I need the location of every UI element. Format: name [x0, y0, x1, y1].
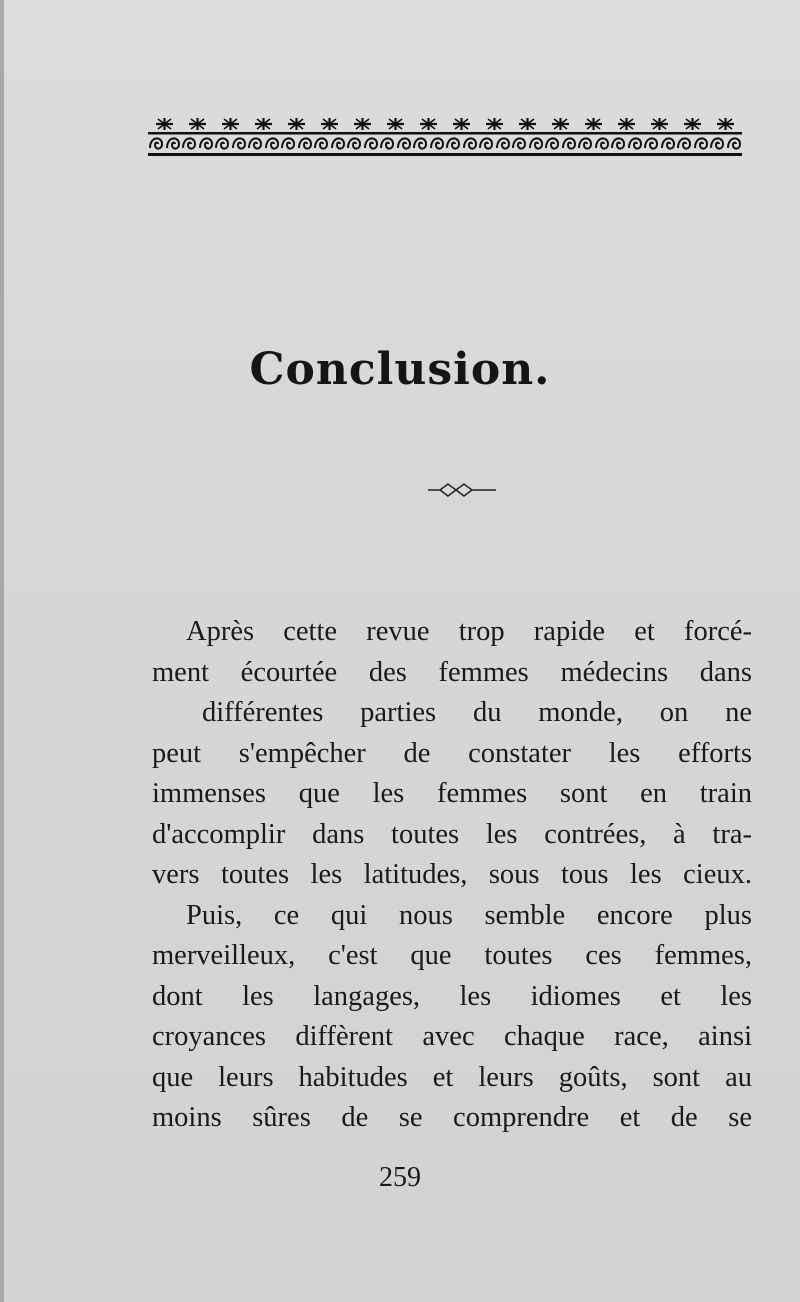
page-edge — [0, 0, 4, 1302]
chapter-title: Conclusion. — [249, 344, 551, 395]
text-line: ment écourtée des femmes médecins dans — [152, 656, 752, 688]
text-line: croyances diffèrent avec chaque race, ainsi — [152, 1021, 752, 1052]
text-line: peut s'empêcher de constater les efforts — [152, 737, 752, 769]
text-line: vers toutes les latitudes, sous tous les cieux. — [152, 859, 752, 890]
text-line: moins sûres de se comprendre et de se — [152, 1102, 752, 1133]
text-line: merveilleux, c'est que toutes ces femmes, — [152, 940, 752, 971]
text-line: différentes parties du monde, on ne — [202, 697, 752, 728]
text-line: Après cette revue trop rapide et forcé- — [186, 616, 752, 647]
text-line: dont les langages, les idiomes et les — [152, 980, 752, 1012]
text-line: d'accomplir dans toutes les contrées, à tra- — [152, 818, 752, 850]
text-line: Puis, ce qui nous semble encore plus — [186, 899, 752, 931]
text-line: que leurs habitudes et leurs goûts, sont au — [152, 1061, 752, 1093]
text-line: immenses que les femmes sont en train — [152, 778, 752, 809]
greek-key-ornament-icon — [148, 116, 742, 160]
page-number: 259 — [379, 1162, 421, 1193]
diamond-flourish-icon — [426, 480, 498, 500]
body-paragraphs — [152, 612, 752, 1139]
